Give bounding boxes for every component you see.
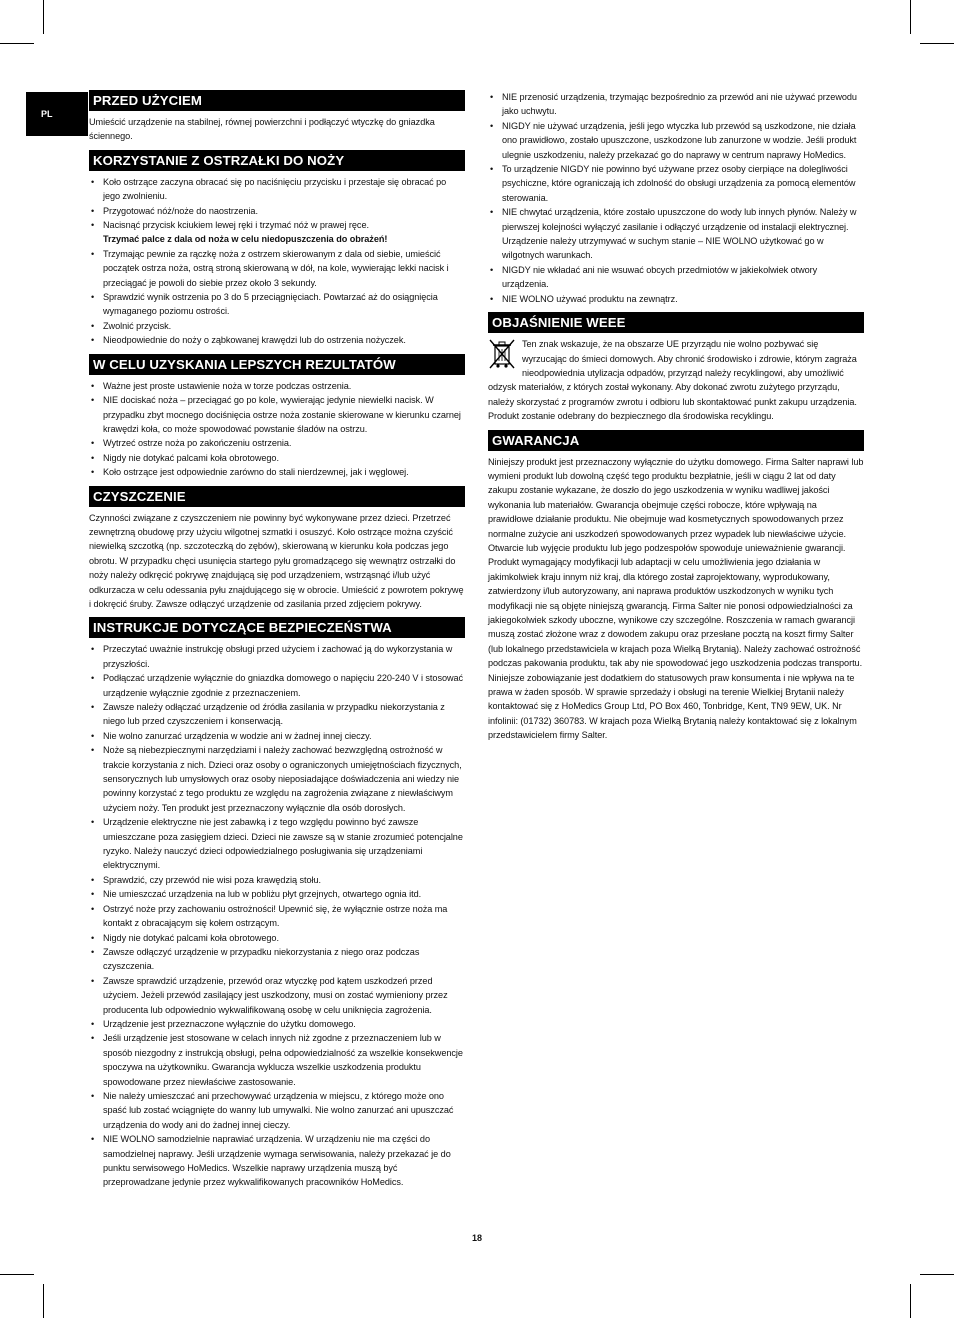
list-item xyxy=(89,333,465,347)
right-column xyxy=(488,90,864,749)
list-item xyxy=(89,379,465,393)
list-item-text: Ważne jest proste ustawienie noża w torze podczas ostrzenia. xyxy=(103,380,352,391)
section-heading: INSTRUKCJE DOTYCZĄCE BEZPIECZEŃSTWA xyxy=(89,617,465,638)
list-item-text: NIE chwytać urządzenia, które zostało upuszczone do wody lub innych płynów. Należy w pierwszej kolejności wyłączyć zasilanie i odłączyć urządzenie od instalacji elektrycznej. Urządzenie należy utrzymywać w suchym stanie – NIE WOLNO użytkować go w wilgotnych warunkach. xyxy=(502,207,857,261)
list-item xyxy=(89,204,465,218)
section-heading: KORZYSTANIE Z OSTRZAŁKI DO NOŻY xyxy=(89,150,465,171)
list-item-text: Nie umieszczać urządzenia na lub w pobliżu płyt grzejnych, otwartego ognia itd. xyxy=(103,889,422,900)
list-item-text: Przygotować nóż/noże do naostrzenia. xyxy=(103,205,258,216)
list-item-text: Zawsze należy odłączać urządzenie od źródła zasilania w przypadku niekorzystania z niego lub przed czyszczeniem i konserwacją. xyxy=(103,702,445,727)
list-item xyxy=(488,119,864,162)
crop-mark xyxy=(910,0,911,34)
warranty-text: Niniejszy produkt jest przeznaczony wyłącznie do użytku domowego. Firma Salter naprawi lub wymieni produkt lub dowolną część tego produktu bezpłatnie, jeśli w ciągu 2 lat od daty zakupu zostanie wykazane, że doszło do jego uszkodzenia w wyniku wadliwej jakości wykonania lub materiałów. Gwarancja obejmuje części robocze, które wpływają na prawidłowe działanie produktu. Nie obejmuje wad kosmetycznych spowodowanych przez normalne zużycie ani uszkodzeń spowodowanych przez wypadek lub niewłaściwe użycie. Otwarcie lub wyjęcie produktu lub jego podzespołów spowoduje unieważnienie gwarancji. Produkt wymagający modyfikacji lub adaptacji w celu umożliwienia jego działania w jakimkolwiek kraju innym niż kraj, dla którego został zaprojektowany, wyprodukowany, zatwierdzony i/lub autoryzowany, ani naprawa produktów uszkodzonych w wyniku tych modyfikacji nie są objęte niniejszą gwarancją. Firma Salter nie ponosi odpowiedzialności za jakiegokolwiek szkody uboczne, wynikowe czy szczególne. Roszczenia w ramach gwarancji muszą zostać złożone wraz z dowodem zakupu oraz przesłane pocztą na koszt firmy Salter (lub lokalnego przedstawiciela w krajach poza Wielką Brytanią). Należy zachować ostrożność podczas pakowania produktu, tak aby nie spowodować jego uszkodzenia podczas transportu. Niniejsze zobowiązanie jest dodatkiem do statusowych praw konsumenta i nie wpływa na te prawa w żaden sposób. W sprawie sprzedaży i obsługi na terenie Wielkiej Brytanii należy kontaktować się z HoMedics Group Ltd, PO Box 460, Tonbridge, Kent, TN9 9EW, UK. Nr infolinii: (01732) 360783. W krajach poza Wielką Brytanią należy kontaktować się z lokalnym przedstawicielem firmy Salter. xyxy=(488,456,864,741)
weee-body xyxy=(488,337,864,423)
section-heading: CZYSZCZENIE xyxy=(89,486,465,507)
section-2 xyxy=(89,354,465,480)
list-item-text: Sprawdzić, czy przewód nie wisi poza krawędzią stołu. xyxy=(103,874,321,885)
list-item xyxy=(89,290,465,319)
warranty-heading: GWARANCJA xyxy=(488,430,864,451)
list-item-text: NIE dociskać noża – przeciągać go po kole, wywierając jedynie niewielki nacisk. W przypadku zbyt mocnego dociśnięcia ostrze noża zostanie skierowane w kierunku czarnej krawędzi koła, co może spowodować powstanie śladów na ostrzu. xyxy=(103,395,461,434)
list-item-text: Nacisnąć przycisk kciukiem lewej ręki i trzymać nóż w prawej ręce. xyxy=(103,220,369,231)
list-item-text: NIE WOLNO używać produktu na zewnątrz. xyxy=(502,293,678,304)
safety-continued-section xyxy=(488,90,864,306)
list-item xyxy=(89,815,465,873)
list-item xyxy=(89,887,465,901)
list-item-text: Nie należy umieszczać ani przechowywać urządzenia w miejscu, z którego może ono spaść lub zostać wciągnięte do wanny lub umywalki. Nie wolno zanurzać ani upuszczać urządzenia do wody ani do żadnej innej cieczy. xyxy=(103,1090,454,1130)
list-item xyxy=(89,743,465,815)
crop-mark xyxy=(43,0,44,34)
section-1 xyxy=(89,150,465,348)
list-item xyxy=(89,451,465,465)
list-item xyxy=(89,945,465,974)
list-item-text: Wytrzeć ostrze noża po zakończeniu ostrzenia. xyxy=(103,438,292,449)
list-item xyxy=(89,1132,465,1190)
bullet-list xyxy=(89,175,465,348)
list-item xyxy=(89,218,465,247)
list-item xyxy=(89,1031,465,1089)
list-item xyxy=(89,319,465,333)
list-item xyxy=(488,263,864,292)
list-item-text: Trzymając pewnie za rączkę noża z ostrzem skierowanym z dala od siebie, umieścić początek ostrza noża, ostrą stroną skierowaną w dół, na kole, wywierając lekki nacisk i przeciągać je powoli do siebie przez około 3 sekundy. xyxy=(103,248,449,288)
list-item-text: Przeczytać uważnie instrukcję obsługi przed użyciem i zachować ją do wykorzystania w przyszłości. xyxy=(103,644,453,669)
section-paragraph: Umieścić urządzenie na stabilnej, równej powierzchni i podłączyć wtyczkę do gniazdka ściennego. xyxy=(89,117,435,142)
list-item xyxy=(89,642,465,671)
page-number: 18 xyxy=(471,1233,482,1243)
list-item xyxy=(89,175,465,204)
section-0 xyxy=(89,90,465,144)
list-item xyxy=(89,465,465,479)
list-item-text: Koło ostrzące zaczyna obracać się po naciśnięciu przycisku i przestaje się obracać po jego zwolnieniu. xyxy=(103,176,447,202)
list-item xyxy=(89,1089,465,1132)
list-item-text: Koło ostrzące jest odpowiednie zarówno do stali nierdzewnej, jak i węglowej. xyxy=(103,467,409,478)
list-item-text: Zawsze odłączyć urządzenie w przypadku niekorzystania z niego oraz podczas czyszczenia. xyxy=(103,946,420,972)
left-column xyxy=(89,90,465,1196)
list-item xyxy=(89,729,465,743)
crop-mark xyxy=(0,43,34,44)
list-item-text: Nieodpowiednie do noży o ząbkowanej krawędzi lub do ostrzenia nożyczek. xyxy=(103,335,406,346)
list-item-text: Nigdy nie dotykać palcami koła obrotowego. xyxy=(103,932,279,943)
list-item-warning: Trzymać palce z dala od noża w celu niedopuszczenia do obrażeń! xyxy=(103,234,388,245)
crop-mark xyxy=(920,1274,954,1275)
list-item-text: Podłączać urządzenie wyłącznie do gniazdka domowego o napięciu 220-240 V i stosować urządzenie wyłącznie zgodnie z przeznaczeniem. xyxy=(103,673,464,698)
crop-mark xyxy=(0,1274,34,1275)
list-item xyxy=(89,974,465,1017)
list-item-text: Nie wolno zanurzać urządzenia w wodzie ani w żadnej innej cieczy. xyxy=(103,730,372,741)
section-heading: W CELU UZYSKANIA LEPSZYCH REZULTATÓW xyxy=(89,354,465,375)
list-item-text: NIE przenosić urządzenia, trzymając bezpośrednio za przewód ani nie używać przewodu jako uchwytu. xyxy=(502,92,857,117)
list-item-text: NIGDY nie używać urządzenia, jeśli jego wtyczka lub przewód są uszkodzone, nie działa ono prawidłowo, zostało upuszczone, uszkodzone lub zanurzone w wodzie. Jeśli produkt ulegnie uszkodzeniu, należy przekazać go do naprawy w centrum naprawy HoMedics. xyxy=(502,120,857,160)
list-item xyxy=(89,247,465,290)
warranty-section xyxy=(488,430,864,743)
list-item xyxy=(488,162,864,205)
list-item-text: To urządzenie NIGDY nie powinno być używane przez osoby cierpiące na dolegliwości psychiczne, które ograniczają ich zdolność do obsługi urządzenia za pomocą elementów sterowania. xyxy=(502,164,856,203)
list-item-text: Sprawdzić wynik ostrzenia po 3 do 5 przeciągnięciach. Powtarzać aż do osiągnięcia wymaganego poziomu ostrości. xyxy=(103,292,438,317)
list-item xyxy=(488,90,864,119)
weee-heading: OBJAŚNIENIE WEEE xyxy=(488,312,864,333)
weee-section xyxy=(488,312,864,423)
language-tab: PL xyxy=(26,92,88,136)
list-item xyxy=(89,1017,465,1031)
list-item-text: Zwolnić przycisk. xyxy=(103,320,172,331)
crossed-bin-icon xyxy=(488,338,516,370)
crop-mark xyxy=(43,1284,44,1318)
list-item xyxy=(488,292,864,306)
list-item-text: Ostrzyć noże przy zachowaniu ostrożności! Upewnić się, że wyłącznie ostrze noża ma kontakt z obracającym się kołem ostrzącym. xyxy=(103,903,448,929)
list-item xyxy=(89,671,465,700)
list-item xyxy=(89,393,465,436)
crop-mark xyxy=(920,43,954,44)
safety-continued-list xyxy=(488,90,864,306)
bullet-list xyxy=(89,642,465,1189)
section-3 xyxy=(89,486,465,612)
list-item-text: Noże są niebezpiecznymi narzędziami i należy zachować bezwzględną ostrożność w trakcie korzystania z nich. Dzieci oraz osoby o ograniczonych umiejętnościach fizycznych, sensorycznych lub umysłowych oraz osoby nieposiadające doświadczenia ani wiedzy nie powinny korzystać z tego produktu ze względu na zagrożenia związane z niewłaściwym użyciem noży. Ten produkt jest przeznaczony wyłącznie dla osób dorosłych. xyxy=(103,745,462,813)
bullet-list xyxy=(89,379,465,480)
section-4 xyxy=(89,617,465,1189)
list-item-text: Nigdy nie dotykać palcami koła obrotowego. xyxy=(103,452,279,463)
list-item xyxy=(89,700,465,729)
list-item-text: NIE WOLNO samodzielnie naprawiać urządzenia. W urządzeniu nie ma części do samodzielnej naprawy. Jeśli urządzenie wymaga serwisowania, należy przekazać je do punktu serwisowego HoMedics. Wszelkie naprawy urządzenia muszą być przeprowadzane jedynie przez wykwalifikowanych pracowników HoMedics. xyxy=(103,1134,451,1188)
crop-mark xyxy=(910,1284,911,1318)
list-item-text: Urządzenie jest przeznaczone wyłącznie do użytku domowego. xyxy=(103,1018,356,1029)
list-item-text: NIGDY nie wkładać ani nie wsuwać obcych przedmiotów w jakiekolwiek otwory urządzenia. xyxy=(502,264,818,290)
weee-text: Ten znak wskazuje, że na obszarze UE przyrządu nie wolno pozbywać się wyrzucając do śmieci domowych. Aby chronić środowisko i zdrowie, którym zagraża nieodpowiednia utylizacja odpadów, przyrząd należy recyklingowi, aby umożliwić odzysk materiałów, z których został wykonany. Aby dokonać zwrotu zużytego przyrządu, należy skorzystać z programów zwrotu i odbioru lub skontaktować punkt zakupu urządzenia. Produkt zostanie odebrany do bezpiecznego dla środowiska recyklingu. xyxy=(488,339,857,422)
list-item xyxy=(89,931,465,945)
list-item-text: Jeśli urządzenie jest stosowane w celach innych niż zgodne z przeznaczeniem lub w sposób niezgodny z instrukcją obsługi, pełna odpowiedzialność za wszelkie konsekwencje spoczywa na użytkowniku. Gwarancja wyklucza wszelkie uszkodzenia produktu spowodowane przez niewłaściwe zastosowanie. xyxy=(103,1033,463,1087)
list-item xyxy=(89,873,465,887)
list-item xyxy=(89,436,465,450)
section-paragraph: Czynności związane z czyszczeniem nie powinny być wykonywane przez dzieci. Przetrzeć zewnętrzną obudowę przy użyciu wilgotnej szmatki i osuszyć. Koło ostrzące można czyścić niewielką szczotką (np. szczoteczką do zębów), skierowaną w kierunku koła podczas jego obrotu. W przypadku chęci usunięcia startego pyłu gromadzącego się wewnątrz ostrzałki do noży należy odkręcić pokrywę znajdującą się pod urządzeniem, wstrząsnąć i/lub użyć odkurzacza w celu odessania pyłu znajdującego się w obrocie. Umieścić z powrotem pokrywę i dokręcić śruby. Zawsze odłączyć urządzenie od zasilania przed zdjęciem pokrywy. xyxy=(89,512,464,609)
list-item xyxy=(488,205,864,263)
list-item-text: Urządzenie elektryczne nie jest zabawką i z tego względu powinno być zawsze umieszczane poza zasięgiem dzieci. Dzieci nie zawsze są w stanie zrozumieć potencjalne ryzyko. Należy nauczyć dzieci odpowiedzialnego posługiwania się urządzeniami elektrycznymi. xyxy=(103,817,463,871)
list-item xyxy=(89,902,465,931)
list-item-text: Zawsze sprawdzić urządzenie, przewód oraz wtyczkę pod kątem uszkodzeń przed użyciem. Jeżeli przewód zasilający jest uszkodzony, musi on zostać wymieniony przez producenta lub odpowiednio wykwalifikowaną osobę w celu uniknięcia zagrożenia. xyxy=(103,975,448,1015)
section-heading: PRZED UŻYCIEM xyxy=(89,90,465,111)
